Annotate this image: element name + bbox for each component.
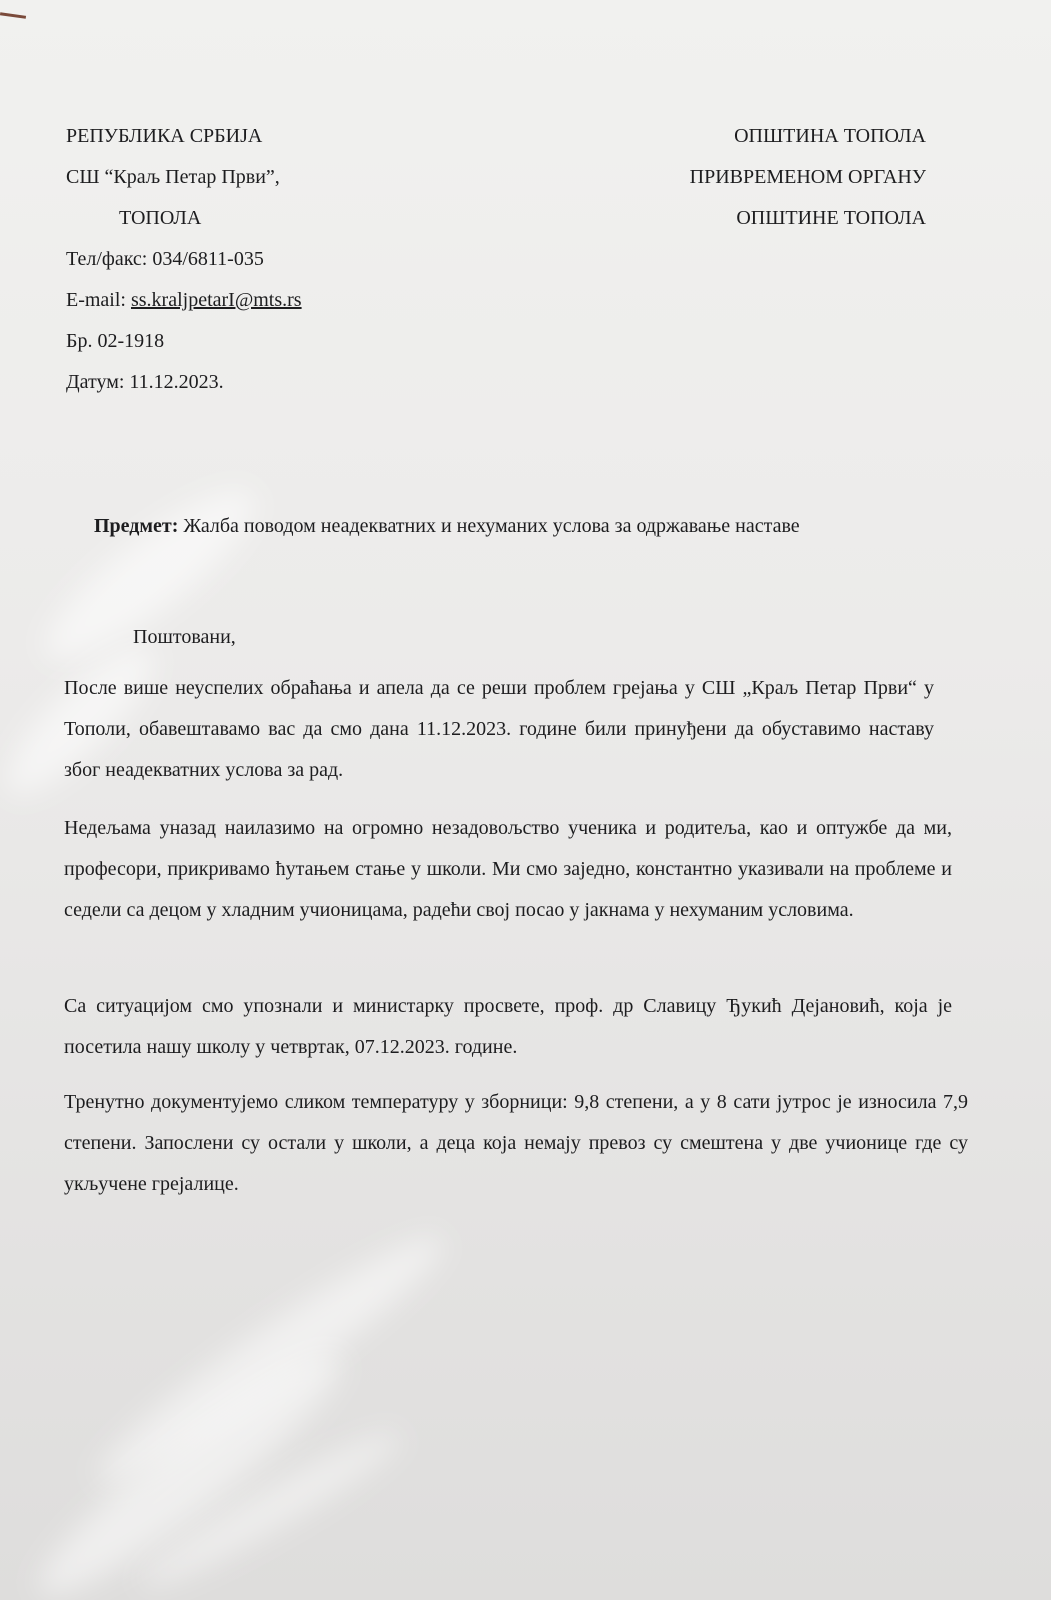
- sender-country: РЕПУБЛИКА СРБИЈА: [66, 125, 263, 147]
- document-date: Датум: 11.12.2023.: [66, 371, 224, 393]
- subject-line: [94, 515, 800, 538]
- recipient-line-1: ОПШТИНА ТОПОЛА: [734, 125, 926, 147]
- light-reflection: [81, 1215, 459, 1505]
- sender-phone: [66, 239, 302, 280]
- email-label: E-mail:: [66, 289, 131, 311]
- body-paragraph: После више неуспелих обраћања и апела да се реши проблем грејања у СШ „Краљ Петар Први“ у Тополи, обавештавамо вас да смо дана 11.12.2023. године били принуђени да обуставимо наставу због неадекватних услова за рад.: [64, 677, 934, 781]
- phone-value: 034/6811-035: [152, 248, 264, 270]
- recipient-block: [690, 116, 926, 239]
- body-paragraph: Тренутно документујемо сликом температуру у зборници: 9,8 степени, а у 8 сати јутрос је износила 7,9 степени. Запослени су остали у школи, а деца која немају превоз су смештена у две учионице где су укључене грејалице.: [64, 1091, 968, 1195]
- recipient-line-2: ПРИВРЕМЕНОМ ОРГАНУ: [689, 166, 926, 188]
- body-paragraph: Недељама уназад наилазимо на огромно незадовољство ученика и родитеља, као и оптужбе да ми, професори, прикривамо ћутањем стање у школи. Ми смо заједно, константно указивали на проблеме и седели са децом у хладним учионицама, радећи свој посао у јакнама у нехуманим условима.: [64, 817, 952, 921]
- subject-text: Жалба поводом неадекватних и нехуманих услова за одржавање наставе: [178, 515, 800, 537]
- salutation: Поштовани,: [133, 626, 236, 648]
- body-paragraph: Са ситуацијом смо упознали и министарку просвете, проф. др Славицу Ђукић Дејановић, која је посетила нашу школу у четвртак, 07.12.2023. године.: [64, 995, 952, 1058]
- recipient-line-3: ОПШТИНЕ ТОПОЛА: [736, 207, 926, 229]
- corner-mark: [0, 12, 26, 19]
- sender-email: [66, 280, 302, 321]
- sender-block: [66, 116, 302, 403]
- sender-school: СШ “Краљ Петар Први”,: [66, 166, 280, 188]
- document-number: Бр. 02-1918: [66, 330, 165, 352]
- subject-label: Предмет:: [94, 515, 179, 537]
- email-link[interactable]: ss.kraljpetarI@mts.rs: [130, 289, 302, 311]
- phone-label: Тел/факс:: [66, 248, 153, 270]
- sender-city: ТОПОЛА: [119, 207, 202, 229]
